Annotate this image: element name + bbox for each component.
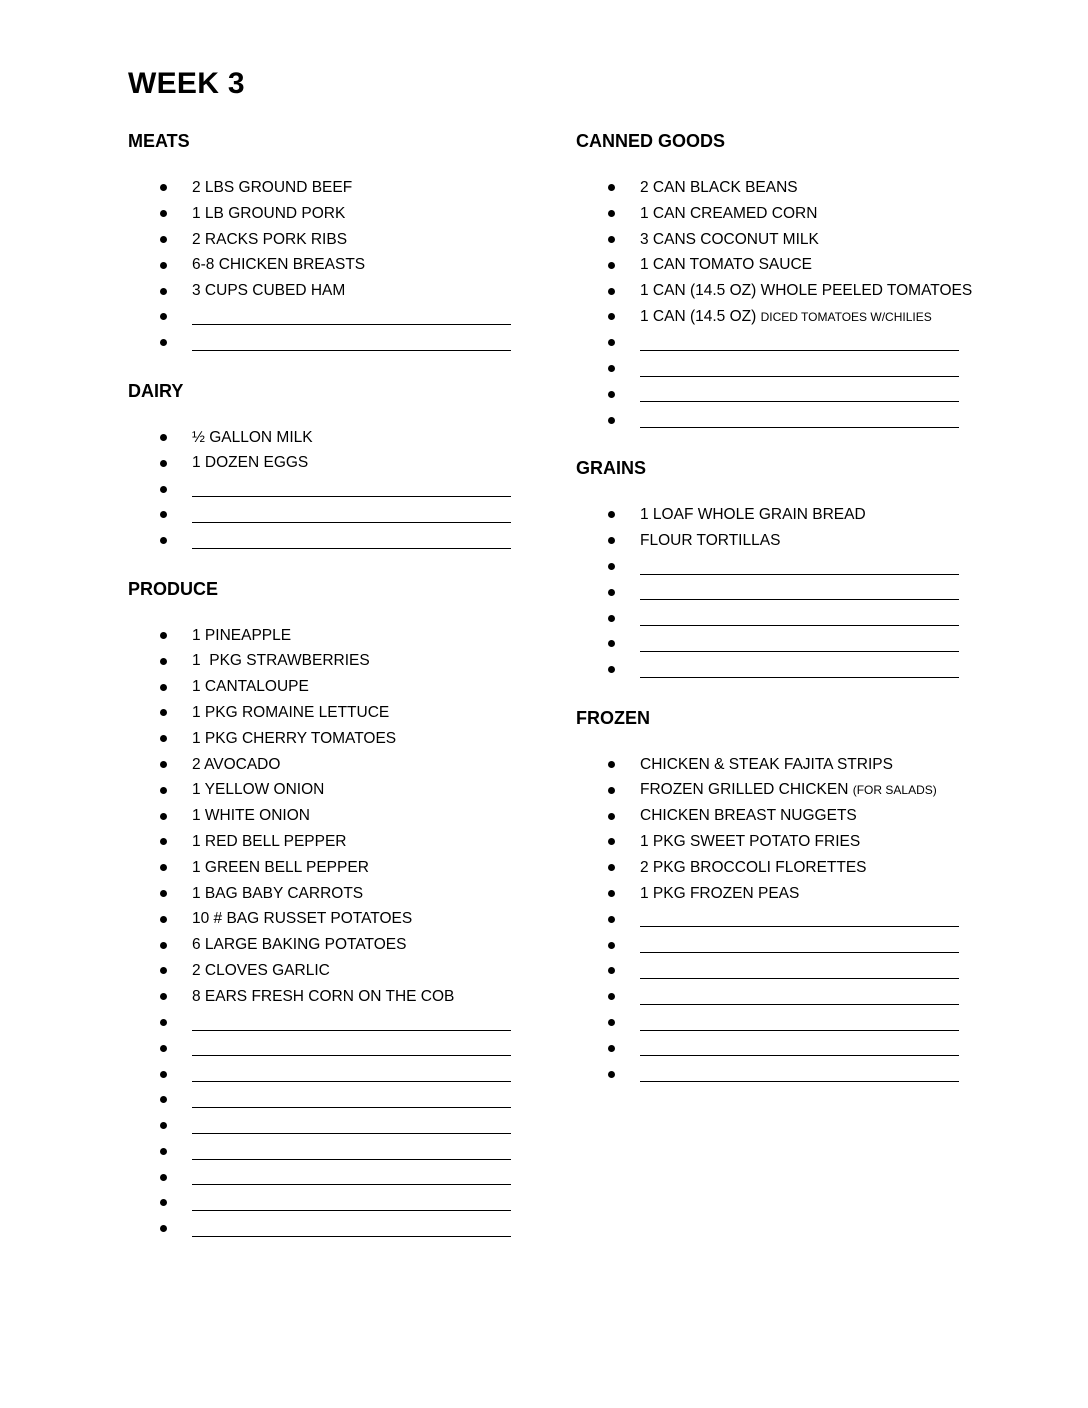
- bullet-icon: [160, 1148, 167, 1155]
- list-item: 2 PKG BROCCOLI FLORETTES: [576, 855, 976, 881]
- bullet-icon: [160, 864, 167, 871]
- write-in-line[interactable]: [640, 952, 959, 953]
- bullet-icon: [608, 339, 615, 346]
- write-in-line[interactable]: [640, 1081, 959, 1082]
- section-heading-meats: MEATS: [128, 131, 190, 151]
- list-item: 1 PKG STRAWBERRIES: [128, 648, 528, 674]
- list-item: 1 CAN CREAMED CORN: [576, 201, 976, 227]
- blank-list-item[interactable]: [576, 1010, 976, 1036]
- write-in-line[interactable]: [640, 1055, 959, 1056]
- bullet-icon: [608, 236, 615, 243]
- blank-list-item[interactable]: [576, 356, 976, 382]
- write-in-line[interactable]: [192, 1081, 511, 1082]
- list-item: 1 LOAF WHOLE GRAIN BREAD: [576, 502, 976, 528]
- page-title: WEEK 3: [128, 67, 245, 100]
- bullet-icon: [608, 890, 615, 897]
- write-in-line[interactable]: [192, 496, 511, 497]
- bullet-icon: [608, 1045, 615, 1052]
- list-item: 1 LB GROUND PORK: [128, 201, 528, 227]
- produce-list: [128, 623, 528, 1242]
- bullet-icon: [608, 1071, 615, 1078]
- section-heading-grains: GRAINS: [576, 457, 647, 478]
- bullet-icon: [608, 391, 615, 398]
- blank-list-item[interactable]: [576, 657, 976, 683]
- bullet-icon: [608, 666, 615, 673]
- write-in-line[interactable]: [640, 599, 959, 600]
- blank-list-item[interactable]: [128, 1164, 528, 1190]
- list-item: 1 RED BELL PEPPER: [128, 829, 528, 855]
- bullet-icon: [160, 735, 167, 742]
- blank-list-item[interactable]: [576, 984, 976, 1010]
- bullet-icon: [160, 184, 167, 191]
- bullet-icon: [160, 890, 167, 897]
- bullet-icon: [160, 460, 167, 467]
- list-item: 6 LARGE BAKING POTATOES: [128, 932, 528, 958]
- write-in-line[interactable]: [640, 625, 959, 626]
- write-in-line[interactable]: [192, 1133, 511, 1134]
- bullet-icon: [160, 288, 167, 295]
- bullet-icon: [608, 993, 615, 1000]
- blank-list-item[interactable]: [128, 1087, 528, 1113]
- section-frozen: [576, 705, 976, 1087]
- blank-list-item[interactable]: [128, 330, 528, 356]
- write-in-line[interactable]: [640, 1030, 959, 1031]
- list-item: 1 PKG SWEET POTATO FRIES: [576, 829, 976, 855]
- write-in-line[interactable]: [640, 376, 959, 377]
- bullet-icon: [160, 210, 167, 217]
- bullet-icon: [160, 262, 167, 269]
- bullet-icon: [160, 511, 167, 518]
- list-item: 1 PINEAPPLE: [128, 623, 528, 649]
- list-item: 1 PKG CHERRY TOMATOES: [128, 726, 528, 752]
- list-item: 2 RACKS PORK RIBS: [128, 227, 528, 253]
- bullet-icon: [160, 537, 167, 544]
- list-item: 1 YELLOW ONION: [128, 777, 528, 803]
- blank-list-item[interactable]: [128, 502, 528, 528]
- bullet-icon: [160, 1019, 167, 1026]
- list-item: 2 AVOCADO: [128, 752, 528, 778]
- blank-list-item[interactable]: [576, 932, 976, 958]
- section-heading-frozen: FROZEN: [576, 707, 650, 728]
- list-item: 1 GREEN BELL PEPPER: [128, 855, 528, 881]
- bullet-icon: [160, 339, 167, 346]
- bullet-icon: [608, 916, 615, 923]
- blank-list-item[interactable]: [576, 605, 976, 631]
- blank-list-item[interactable]: [128, 304, 528, 330]
- bullet-icon: [608, 262, 615, 269]
- write-in-line[interactable]: [192, 1184, 511, 1185]
- bullet-icon: [608, 640, 615, 647]
- blank-list-item[interactable]: [128, 1035, 528, 1061]
- blank-list-item[interactable]: [576, 631, 976, 657]
- list-item: CHICKEN & STEAK FAJITA STRIPS: [576, 752, 976, 778]
- list-item: 1 PKG ROMAINE LETTUCE: [128, 700, 528, 726]
- bullet-icon: [608, 761, 615, 768]
- bullet-icon: [608, 942, 615, 949]
- bullet-icon: [608, 210, 615, 217]
- bullet-icon: [160, 967, 167, 974]
- bullet-icon: [608, 838, 615, 845]
- blank-list-item[interactable]: [576, 1035, 976, 1061]
- list-item: ½ GALLON MILK: [128, 425, 528, 451]
- bullet-icon: [160, 684, 167, 691]
- write-in-line[interactable]: [192, 1030, 511, 1031]
- bullet-icon: [608, 288, 615, 295]
- bullet-icon: [160, 1122, 167, 1129]
- section-canned-goods: [576, 128, 976, 433]
- write-in-line[interactable]: [192, 548, 511, 549]
- bullet-icon: [160, 1071, 167, 1078]
- bullet-icon: [160, 838, 167, 845]
- meats-list: [128, 175, 528, 356]
- section-dairy: [128, 378, 528, 554]
- list-item: 1 CAN (14.5 OZ) DICED TOMATOES W/CHILIES: [576, 304, 976, 330]
- list-item: 1 DOZEN EGGS: [128, 450, 528, 476]
- list-item: 3 CUPS CUBED HAM: [128, 278, 528, 304]
- bullet-icon: [160, 942, 167, 949]
- bullet-icon: [608, 813, 615, 820]
- blank-list-item[interactable]: [128, 528, 528, 554]
- blank-list-item[interactable]: [576, 958, 976, 984]
- bullet-icon: [160, 486, 167, 493]
- bullet-icon: [608, 589, 615, 596]
- write-in-line[interactable]: [640, 978, 959, 979]
- write-in-line[interactable]: [640, 677, 959, 678]
- bullet-icon: [160, 1199, 167, 1206]
- list-item: 6-8 CHICKEN BREASTS: [128, 252, 528, 278]
- write-in-line[interactable]: [192, 522, 511, 523]
- list-item: 1 BAG BABY CARROTS: [128, 881, 528, 907]
- bullet-icon: [608, 615, 615, 622]
- write-in-line[interactable]: [640, 401, 959, 402]
- write-in-line[interactable]: [640, 1004, 959, 1005]
- section-meats: [128, 128, 528, 356]
- bullet-icon: [160, 313, 167, 320]
- section-heading-dairy: DAIRY: [128, 380, 184, 401]
- bullet-icon: [608, 967, 615, 974]
- blank-list-item[interactable]: [128, 1113, 528, 1139]
- write-in-line[interactable]: [192, 1236, 511, 1237]
- bullet-icon: [160, 1096, 167, 1103]
- list-item: 8 EARS FRESH CORN ON THE COB: [128, 984, 528, 1010]
- write-in-line[interactable]: [192, 1159, 511, 1160]
- section-heading-canned-goods: CANNED GOODS: [576, 131, 726, 151]
- blank-list-item[interactable]: [128, 1190, 528, 1216]
- bullet-icon: [160, 709, 167, 716]
- list-item: 1 WHITE ONION: [128, 803, 528, 829]
- blank-list-item[interactable]: [576, 381, 976, 407]
- list-item: FROZEN GRILLED CHICKEN (FOR SALADS): [576, 777, 976, 803]
- bullet-icon: [608, 787, 615, 794]
- bullet-icon: [160, 1225, 167, 1232]
- write-in-line[interactable]: [640, 926, 959, 927]
- blank-list-item[interactable]: [576, 330, 976, 356]
- bullet-icon: [608, 563, 615, 570]
- list-item: 2 CAN BLACK BEANS: [576, 175, 976, 201]
- bullet-icon: [608, 864, 615, 871]
- bullet-icon: [608, 365, 615, 372]
- list-item: 2 LBS GROUND BEEF: [128, 175, 528, 201]
- write-in-line[interactable]: [640, 350, 959, 351]
- bullet-icon: [160, 236, 167, 243]
- blank-list-item[interactable]: [128, 1061, 528, 1087]
- bullet-icon: [160, 1045, 167, 1052]
- write-in-line[interactable]: [640, 574, 959, 575]
- bullet-icon: [608, 537, 615, 544]
- blank-list-item[interactable]: [576, 1061, 976, 1087]
- bullet-icon: [160, 813, 167, 820]
- blank-list-item[interactable]: [128, 1139, 528, 1165]
- canned-goods-list: [576, 175, 976, 433]
- list-item: 3 CANS COCONUT MILK: [576, 227, 976, 253]
- bullet-icon: [160, 787, 167, 794]
- section-heading-produce: PRODUCE: [128, 578, 219, 599]
- bullet-icon: [160, 434, 167, 441]
- write-in-line[interactable]: [192, 1210, 511, 1211]
- blank-list-item[interactable]: [576, 407, 976, 433]
- write-in-line[interactable]: [640, 651, 959, 652]
- blank-list-item[interactable]: [128, 1010, 528, 1036]
- list-item: 2 CLOVES GARLIC: [128, 958, 528, 984]
- list-item: 1 CANTALOUPE: [128, 674, 528, 700]
- bullet-icon: [160, 1174, 167, 1181]
- blank-list-item[interactable]: [128, 1216, 528, 1242]
- right-column: [576, 128, 976, 1109]
- bullet-icon: [160, 916, 167, 923]
- bullet-icon: [608, 184, 615, 191]
- write-in-line[interactable]: [192, 350, 511, 351]
- blank-list-item[interactable]: [576, 579, 976, 605]
- write-in-line[interactable]: [192, 1107, 511, 1108]
- bullet-icon: [608, 313, 615, 320]
- bullet-icon: [160, 761, 167, 768]
- bullet-icon: [160, 658, 167, 665]
- section-grains: [576, 455, 976, 683]
- section-produce: [128, 576, 528, 1242]
- grains-list: [576, 502, 976, 683]
- blank-list-item[interactable]: [128, 476, 528, 502]
- list-item: FLOUR TORTILLAS: [576, 528, 976, 554]
- list-item: 1 CAN TOMATO SAUCE: [576, 252, 976, 278]
- write-in-line[interactable]: [192, 324, 511, 325]
- blank-list-item[interactable]: [576, 906, 976, 932]
- list-item: 10 # BAG RUSSET POTATOES: [128, 906, 528, 932]
- list-item: 1 PKG FROZEN PEAS: [576, 881, 976, 907]
- list-item: 1 CAN (14.5 OZ) WHOLE PEELED TOMATOES: [576, 278, 976, 304]
- bullet-icon: [160, 632, 167, 639]
- dairy-list: [128, 425, 528, 554]
- list-item: CHICKEN BREAST NUGGETS: [576, 803, 976, 829]
- write-in-line[interactable]: [192, 1055, 511, 1056]
- write-in-line[interactable]: [640, 427, 959, 428]
- bullet-icon: [608, 1019, 615, 1026]
- frozen-list: [576, 752, 976, 1087]
- blank-list-item[interactable]: [576, 554, 976, 580]
- bullet-icon: [160, 993, 167, 1000]
- bullet-icon: [608, 417, 615, 424]
- bullet-icon: [608, 511, 615, 518]
- left-column: [128, 128, 528, 1264]
